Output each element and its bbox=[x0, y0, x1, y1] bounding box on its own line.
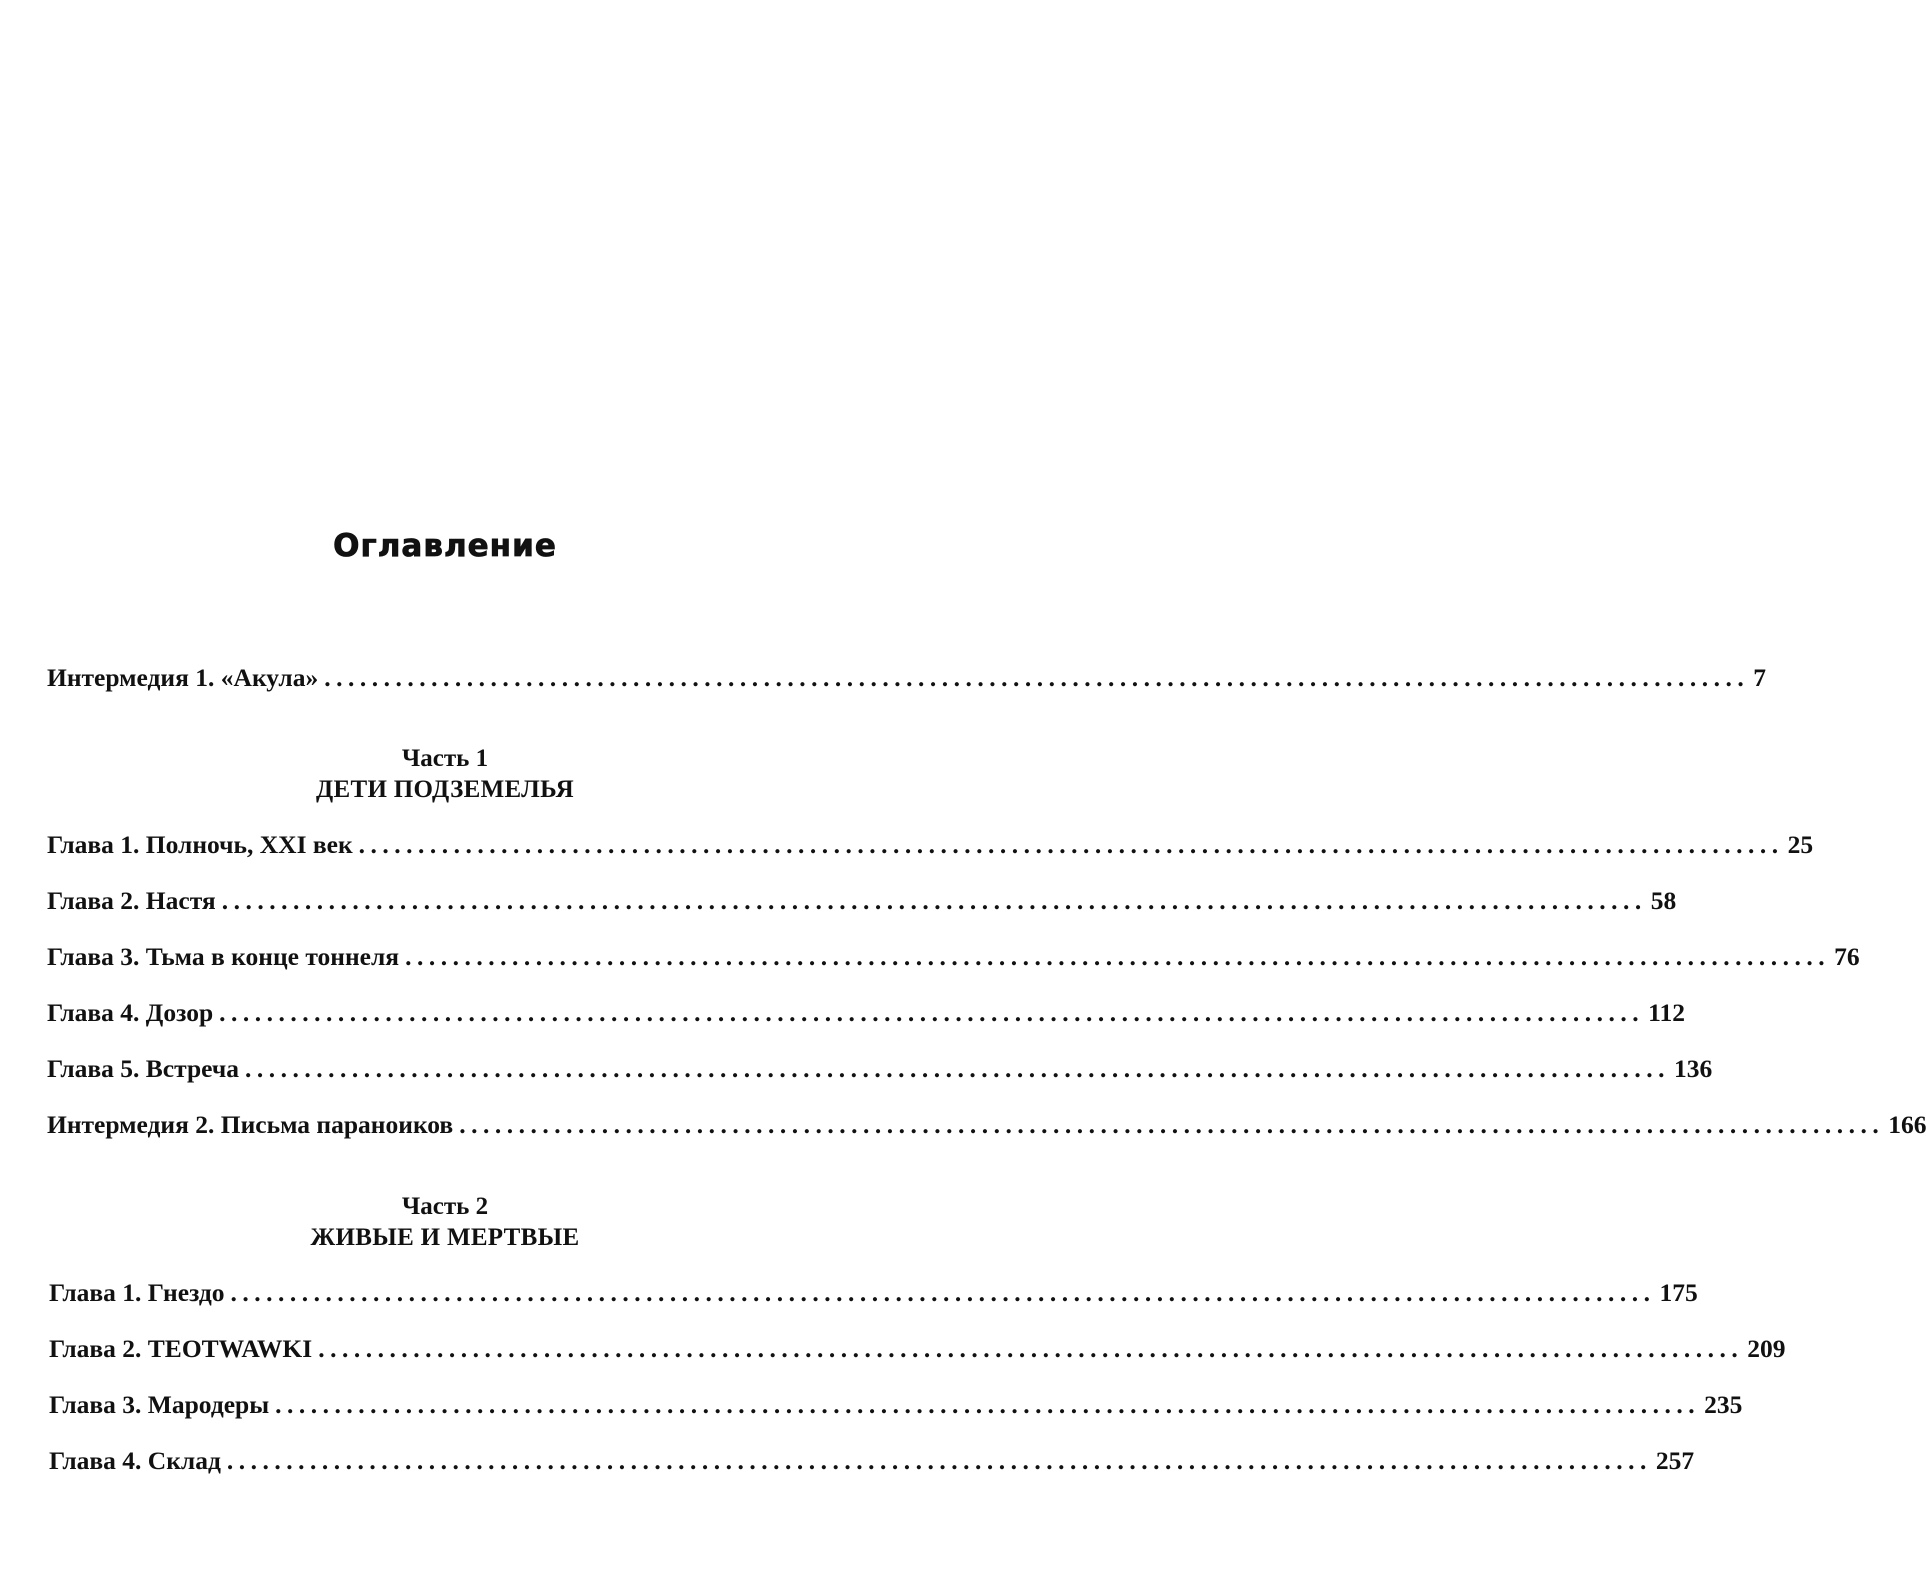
toc-entry-label: Глава 2. TEOTWAWKI bbox=[49, 1334, 313, 1363]
toc-entry-label: Глава 5. Встреча bbox=[47, 1054, 239, 1083]
leader-dots: ........................................................................................................................ bbox=[459, 1110, 1885, 1139]
toc-entry bbox=[49, 1334, 1786, 1364]
toc-entry bbox=[47, 942, 1860, 972]
toc-entry-label: Глава 3. Мародеры bbox=[49, 1390, 270, 1419]
leader-dots: ........................................................................................................................ bbox=[275, 1390, 1701, 1419]
toc-entry-page: 7 bbox=[1753, 663, 1766, 692]
toc-entry bbox=[49, 1278, 1698, 1308]
leader-dots: ........................................................................................................................ bbox=[230, 1278, 1656, 1307]
leader-dots: ........................................................................................................................ bbox=[221, 886, 1647, 915]
toc-title: Оглавление bbox=[333, 528, 557, 564]
part-heading-1 bbox=[0, 743, 890, 805]
toc-entry-label: Глава 1. Гнездо bbox=[49, 1278, 225, 1307]
leader-dots: ........................................................................................................................ bbox=[324, 663, 1750, 692]
leader-dots: ........................................................................................................................ bbox=[244, 1054, 1670, 1083]
toc-entry-label: Глава 2. Настя bbox=[47, 886, 216, 915]
toc-entry-label: Глава 1. Полночь, XXI век bbox=[47, 830, 353, 859]
leader-dots: ........................................................................................................................ bbox=[405, 942, 1831, 971]
leader-dots: ........................................................................................................................ bbox=[226, 1446, 1652, 1475]
toc-entry-page: 166 bbox=[1888, 1110, 1926, 1139]
toc-entry-page: 76 bbox=[1834, 942, 1860, 971]
toc-entry-intermission-1 bbox=[47, 663, 1766, 693]
toc-entry bbox=[49, 1390, 1743, 1420]
part-name: ДЕТИ ПОДЗЕМЕЛЬЯ bbox=[316, 776, 574, 803]
toc-entry-page: 175 bbox=[1659, 1278, 1698, 1307]
toc-entry-label: Глава 4. Дозор bbox=[47, 998, 214, 1027]
toc-entry bbox=[47, 830, 1814, 860]
toc-entry-label: Интермедия 2. Письма параноиков bbox=[47, 1110, 454, 1139]
leader-dots: ........................................................................................................................ bbox=[219, 998, 1645, 1027]
toc-entry bbox=[47, 1054, 1713, 1084]
toc-entry bbox=[47, 1110, 1926, 1140]
part-number: Часть 1 bbox=[401, 745, 489, 772]
toc-entry bbox=[47, 886, 1677, 916]
leader-dots: ........................................................................................................................ bbox=[318, 1334, 1744, 1363]
toc-entry-page: 257 bbox=[1655, 1446, 1695, 1475]
toc-entry-page: 136 bbox=[1673, 1054, 1713, 1083]
part-heading-2 bbox=[0, 1191, 890, 1253]
toc-entry-label: Интермедия 1. «Акула» bbox=[47, 663, 319, 692]
toc-entry bbox=[49, 1446, 1695, 1476]
toc-entry-label: Глава 4. Склад bbox=[49, 1446, 221, 1475]
part-name: ЖИВЫЕ И МЕРТВЫЕ bbox=[310, 1224, 580, 1251]
toc-entry-page: 112 bbox=[1648, 998, 1685, 1027]
toc-entry-label: Глава 3. Тьма в конце тоннеля bbox=[47, 942, 400, 971]
toc-entry bbox=[47, 998, 1685, 1028]
toc-entry-page: 209 bbox=[1747, 1334, 1786, 1363]
leader-dots: ........................................................................................................................ bbox=[358, 830, 1784, 859]
toc-entry-page: 235 bbox=[1704, 1390, 1743, 1419]
part-number: Часть 2 bbox=[401, 1193, 489, 1220]
toc-entry-page: 58 bbox=[1650, 886, 1677, 915]
toc-entry-page: 25 bbox=[1787, 830, 1814, 859]
